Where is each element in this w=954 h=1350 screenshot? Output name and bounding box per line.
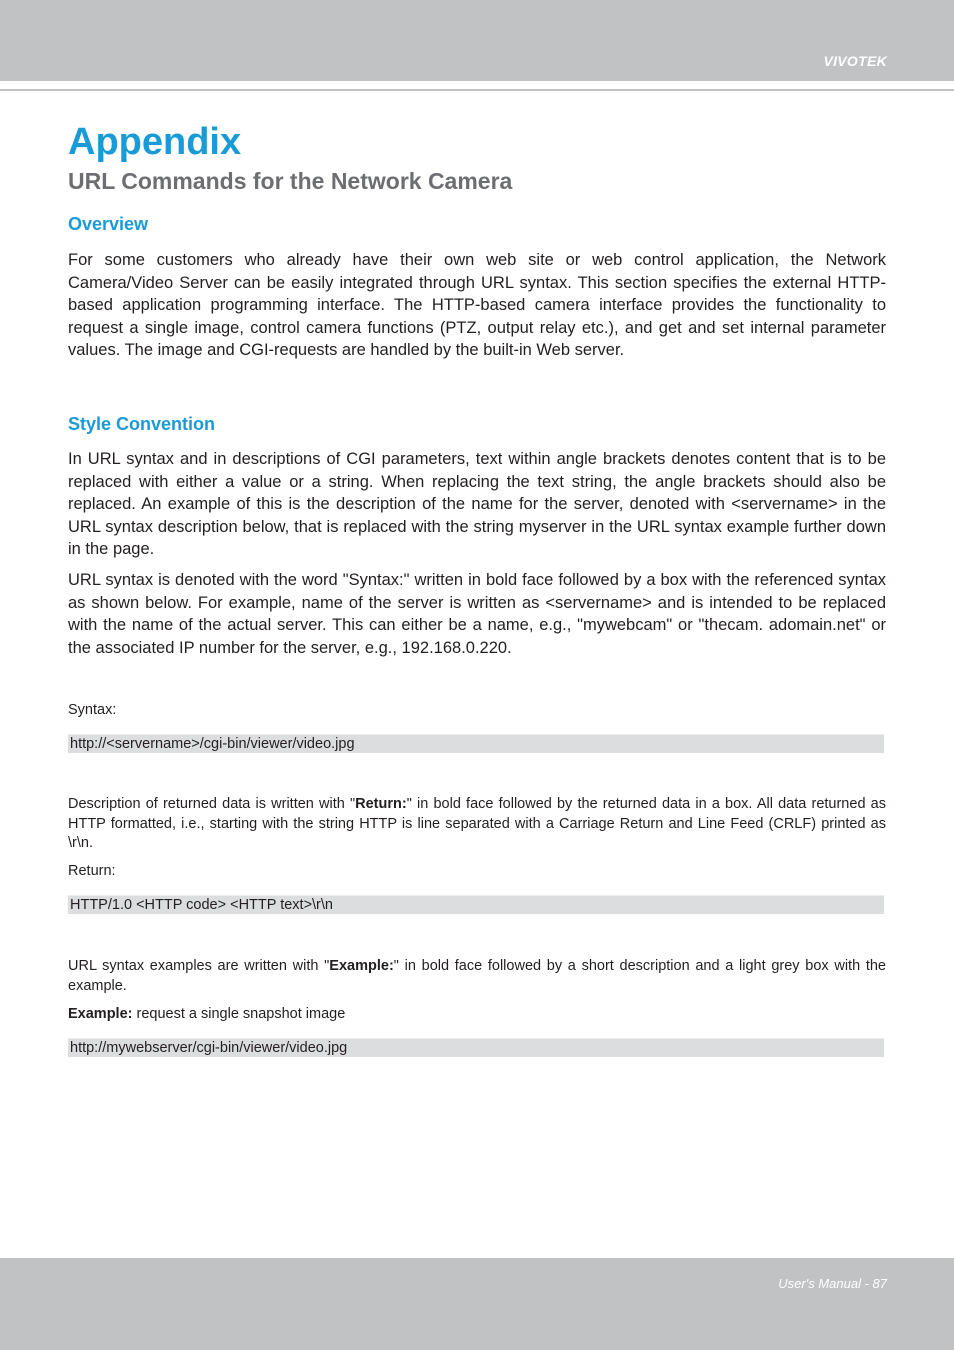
overview-paragraph: For some customers who already have their own web site or web control application, the Network Camera/Video Server can be easily integrated through URL syntax. This section specifies the external HTTP-based application programming interface. The HTTP-based camera interface provides the functionality to request a single image, control camera functions (PTZ, output relay etc.), and get and set internal parameter values. The image and CGI-requests are handled by the built-in Web server. <box>68 251 886 359</box>
return-desc-text-post: " in bold face followed by the returned data in a box. All data returned as HTTP formatted, i.e., starting with the string HTTP is line separated with a Carriage Return and Line Feed (CRLF) printed as \r\n. <box>68 796 886 851</box>
footer-band <box>0 1258 954 1350</box>
return-description <box>68 795 886 854</box>
style-convention-paragraph-1: In URL syntax and in descriptions of CGI parameters, text within angle brackets denotes content that is to be replaced with either a value or a string. When replacing the text string, the angle brackets should also be replaced. An example of this is the description of the name for the server, denoted with <servername> in the URL syntax description below, that is replaced with the string myserver in the URL syntax example further down in the page. <box>68 450 886 558</box>
page-subtitle: URL Commands for the Network Camera <box>68 168 513 194</box>
return-desc-text-pre: Description of returned data is written with " <box>68 796 356 812</box>
style-convention-paragraph-2: URL syntax is denoted with the word "Syntax:" written in bold face followed by a box with the referenced syntax as shown below. For example, name of the server is written as <servername> and is intended to be replaced with the name of the actual server. This can either be a name, e.g., "mywebcam" or "thecam. adomain.net" or the associated IP number for the server, e.g., 192.168.0.220. <box>68 571 886 657</box>
header-divider <box>0 89 954 91</box>
syntax-label: Syntax: <box>68 702 117 718</box>
example-label-text: request a single snapshot image <box>132 1006 346 1022</box>
brand-logo-text: VIVOTEK <box>823 53 887 69</box>
return-label: Return: <box>68 863 116 879</box>
syntax-code-box: http://<servername>/cgi-bin/viewer/video.jpg <box>68 734 884 753</box>
example-code-box: http://mywebserver/cgi-bin/viewer/video.jpg <box>68 1038 884 1057</box>
example-label <box>68 1005 886 1025</box>
overview-heading: Overview <box>68 214 149 234</box>
example-desc-bold: Example: <box>329 958 394 974</box>
header-band <box>0 0 954 81</box>
example-label-bold: Example: <box>68 1006 133 1022</box>
example-desc-text-post: " in bold face followed by a short description and a light grey box with the example. <box>68 958 886 994</box>
style-convention-heading: Style Convention <box>68 414 216 434</box>
page-number-footer: User's Manual - 87 <box>778 1276 887 1291</box>
return-desc-bold: Return: <box>355 796 407 812</box>
example-desc-text-pre: URL syntax examples are written with " <box>68 958 330 974</box>
return-code-box: HTTP/1.0 <HTTP code> <HTTP text>\r\n <box>68 895 884 914</box>
page-title: Appendix <box>68 121 242 163</box>
example-description <box>68 957 886 996</box>
